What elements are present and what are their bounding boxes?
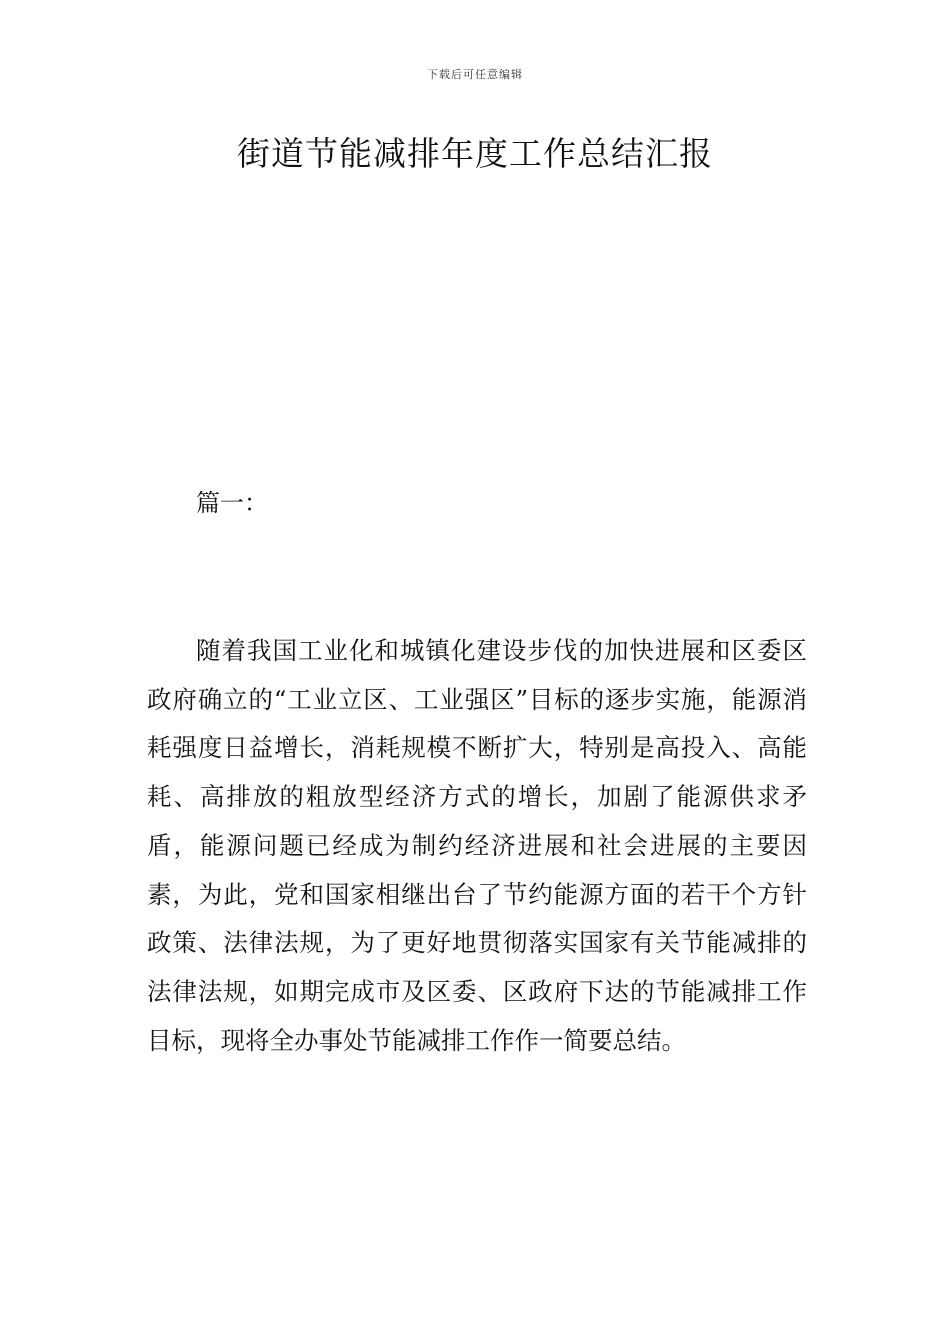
section-label: 篇一： — [196, 489, 268, 517]
header-note: 下载后可任意编辑 — [427, 68, 523, 81]
document-title: 街道节能减排年度工作总结汇报 — [237, 134, 713, 173]
body-paragraph: 随着我国工业化和城镇化建设步伐的加快进展和区委区政府确立的“工业立区、工业强区”目标的逐步实施，能源消耗强度日益增长，消耗规模不断扩大，特别是高投入、高能耗、高排放的粗放型经济方式的增长，加剧了能源供求矛盾，能源问题已经成为制约经济进展和社会进展的主要因素，为此，党和国家相继出台了节约能源方面的若干个方针政策、法律法规，为了更好地贯彻落实国家有关节能减排的法律法规，如期完成市及区委、区政府下达的节能减排工作目标，现将全办事处节能减排工作作一简要总结。 — [147, 636, 807, 1055]
